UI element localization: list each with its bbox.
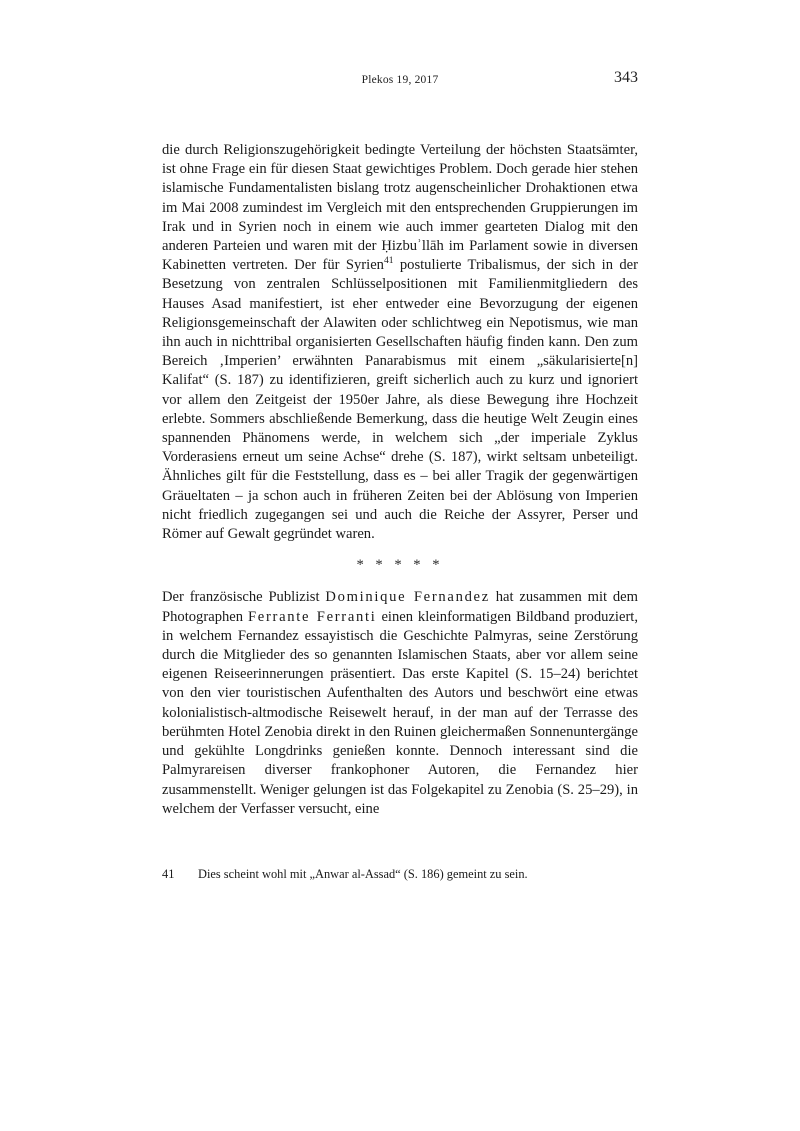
paragraph-1-text-before-footnote: die durch Religionszugehörigkeit bedingte Verteilung der höchsten Staatsämter, ist ohne Frage ein für diesen Staat gewichtiges Problem. Doch gerade hier stehen islamische Fundamentalisten bislang trotz augenscheinlicher Drohaktionen etwa im Mai 2008 zumindest im Vergleich mit den entsprechenden Gruppierungen im Irak und in Syrien noch in einem wie auch immer gearteten Dialog mit den anderen Parteien und waren mit der Ḥizbuʾllāh im Parlament sowie in diversen Kabinetten vertreten. Der für Syrien xyxy=(162,142,638,274)
footnote-text: Dies scheint wohl mit „Anwar al-Assad“ (S. 186) gemeint zu sein. xyxy=(198,867,528,881)
footnote-area xyxy=(162,866,638,882)
paragraph-2-text-rest: einen kleinformatigen Bildband produziert, in welchem Fernandez essayistisch die Geschichte Palmyras, seine Zerstörung durch die Mitglieder des so genannten Islamischen Staats, aber vor allem seine eigenen Reiseerinnerungen präsentiert. Das erste Kapitel (S. 15–24) berichtet von den vier touristischen Aufenthalten des Autors und beschwört eine etwas kolonialistisch-altmodische Reisewelt herauf, in der man auf der Terrasse des berühmten Hotel Zenobia direkt in den Ruinen gleichermaßen Sonnenuntergänge und gekühlte Longdrinks genießen konnte. Dennoch interessant sind die Palmyrareisen diverser frankophoner Autoren, die Fernandez hier zusammenstellt. Weniger gelungen ist das Folgekapitel zu Zenobia (S. 25–29), in welchem der Verfasser versucht, eine xyxy=(162,608,639,817)
footnote-item xyxy=(162,866,638,882)
section-separator: * * * * * xyxy=(356,557,444,574)
running-head-journal-title: Plekos 19, 2017 xyxy=(361,74,439,86)
body-text-block xyxy=(162,141,638,819)
footnote-number: 41 xyxy=(162,867,175,881)
paragraph-1 xyxy=(162,141,638,544)
running-head xyxy=(162,69,638,92)
paragraph-1-text-after-footnote: postulierte Tribalismus, der sich in der Besetzung von zentralen Schlüsselpositionen mit Familienmitgliedern des Hauses Asad manifestiert, ist eher entweder eine Bevorzugung der eigenen Religionsgemeinschaft der Alawiten oder schlichtweg ein Nepotismus, wie man ihn auch in nichttribal organisierten Gesellschaften häufig finden kann. Den zum Bereich ‚Imperien’ erwähnten Panarabismus mit einem „säkularisierte[n] Kalifat“ (S. 187) zu identifizieren, greift sicherlich auch zu kurz und ignoriert vor allem den Zeitgeist der 1950er Jahre, als diese Bewegung ihre Hochzeit erlebte. Sommers abschließende Bemerkung, dass die heutige Welt Zeugin eines spannenden Phänomens werde, in welchem sich „der imperiale Zyklus Vorderasiens erneut um seine Achse“ drehe (S. 187), wirkt seltsam unbeteiligt. Ähnliches gilt für die Feststellung, dass es – bei aller Tragik der gegenwärtigen Gräueltaten – ja schon auch in früheren Zeiten bei der Ablösung von Imperien nicht friedlich zugegangen sei und auch die Reiche der Assyrer, Perser und Römer auf Gewalt gegründet waren. xyxy=(162,257,638,543)
paragraph-2 xyxy=(162,588,638,818)
author-name-ferrante-ferranti: Ferrante Ferranti xyxy=(247,608,377,625)
footnote-reference-41[interactable]: 41 xyxy=(383,256,394,267)
author-name-dominique-fernandez: Dominique Fernandez xyxy=(325,589,490,606)
paragraph-2-text-intro: Der französische Publizist xyxy=(162,589,326,606)
paragraph-2-text-middle: hat zusammen mit dem Photographen xyxy=(162,589,639,625)
page-number: 343 xyxy=(614,69,638,86)
